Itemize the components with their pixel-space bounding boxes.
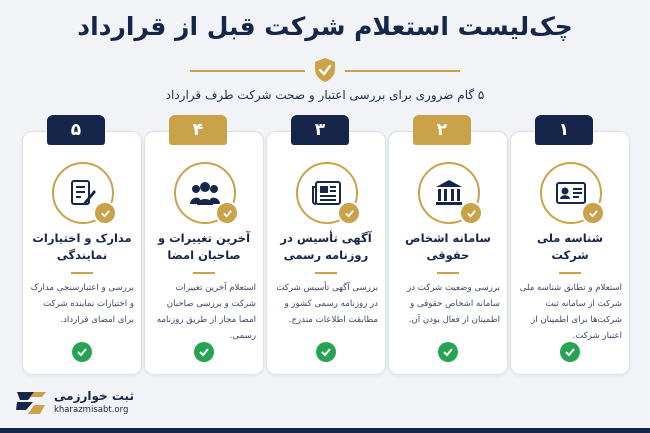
page-subtitle: ۵ گام ضروری برای بررسی اعتبار و صحت شرکت طرف قرارداد xyxy=(165,88,485,102)
green-check-icon xyxy=(438,342,458,362)
icon-check-badge xyxy=(337,201,361,225)
card-icon-circle xyxy=(174,162,236,224)
card-description: استعلام آخرین تغییرات شرکت و بررسی صاحبان امضا مجاز از طریق روزنامه رسمی. xyxy=(156,283,256,341)
card-icon-circle xyxy=(418,162,480,224)
card-separator xyxy=(559,272,581,274)
card-description: بررسی و اعتبارسنجی مدارک و اختیارات نماینده شرکت برای امضای قرارداد. xyxy=(30,283,134,325)
brand-name: ثبت خوارزمی xyxy=(54,389,134,403)
card-title: سامانه اشخاص حقوقی xyxy=(405,231,491,262)
title-divider-left xyxy=(190,70,305,72)
card-title: شناسه ملی شرکت xyxy=(536,231,604,262)
step-number-1: ۱ xyxy=(535,115,593,145)
brand-logo[interactable] xyxy=(14,388,134,418)
step-number-2: ۲ xyxy=(413,115,471,145)
government-building-icon xyxy=(434,178,464,208)
brand-text xyxy=(54,389,134,417)
green-check-icon xyxy=(72,342,92,362)
document-pen-icon xyxy=(68,178,98,208)
green-check-icon xyxy=(194,342,214,362)
card-title: آخرین تغییرات و صاحبان امضا xyxy=(157,231,251,262)
check-icon xyxy=(588,208,599,219)
card-icon-circle xyxy=(296,162,358,224)
icon-check-badge xyxy=(93,201,117,225)
brand-logo-icon xyxy=(14,388,48,418)
check-icon xyxy=(344,208,355,219)
title-divider-right xyxy=(345,70,460,72)
check-icon xyxy=(100,208,111,219)
step-number-3: ۳ xyxy=(291,115,349,145)
card-title: آگهی تأسیس در روزنامه رسمی xyxy=(280,231,372,262)
step-number-4: ۴ xyxy=(169,115,227,145)
green-check-icon xyxy=(316,342,336,362)
card-separator xyxy=(193,272,215,274)
id-card-icon xyxy=(555,180,587,206)
card-icon-circle xyxy=(52,162,114,224)
card-description: بررسی آگهی تأسیس شرکت در روزنامه رسمی کشور و مطابقت اطلاعات مندرج. xyxy=(276,283,378,325)
icon-check-badge xyxy=(215,201,239,225)
icon-check-badge xyxy=(581,201,605,225)
card-title: مدارک و اختیارات نمایندگی xyxy=(32,231,132,262)
card-icon-circle xyxy=(540,162,602,224)
card-description: استعلام و تطابق شناسه ملی شرکت از سامانه ثبت شرکت‌ها برای اطمینان از اعتبار شرکت. xyxy=(519,283,622,341)
green-check-icon xyxy=(560,342,580,362)
step-number-5: ۵ xyxy=(47,115,105,145)
card-separator xyxy=(71,272,93,274)
icon-check-badge xyxy=(459,201,483,225)
group-people-icon xyxy=(189,178,221,208)
check-icon xyxy=(466,208,477,219)
checklist-card-4 xyxy=(144,131,264,375)
checklist-card-5 xyxy=(22,131,142,375)
shield-check-icon xyxy=(313,57,337,83)
card-separator xyxy=(315,272,337,274)
footer-bar xyxy=(0,428,650,433)
checklist-card-3 xyxy=(266,131,386,375)
brand-url: kharazmisabt.org xyxy=(54,405,129,415)
checklist-card-1 xyxy=(510,131,630,375)
card-description: بررسی وضعیت شرکت در سامانه اشخاص حقوقی و اطمینان از فعال بودن آن. xyxy=(407,283,500,325)
check-icon xyxy=(222,208,233,219)
checklist-card-2 xyxy=(388,131,508,375)
newspaper-icon xyxy=(311,179,343,207)
card-separator xyxy=(437,272,459,274)
page-title: چک‌لیست استعلام شرکت قبل از قرارداد xyxy=(77,12,573,41)
